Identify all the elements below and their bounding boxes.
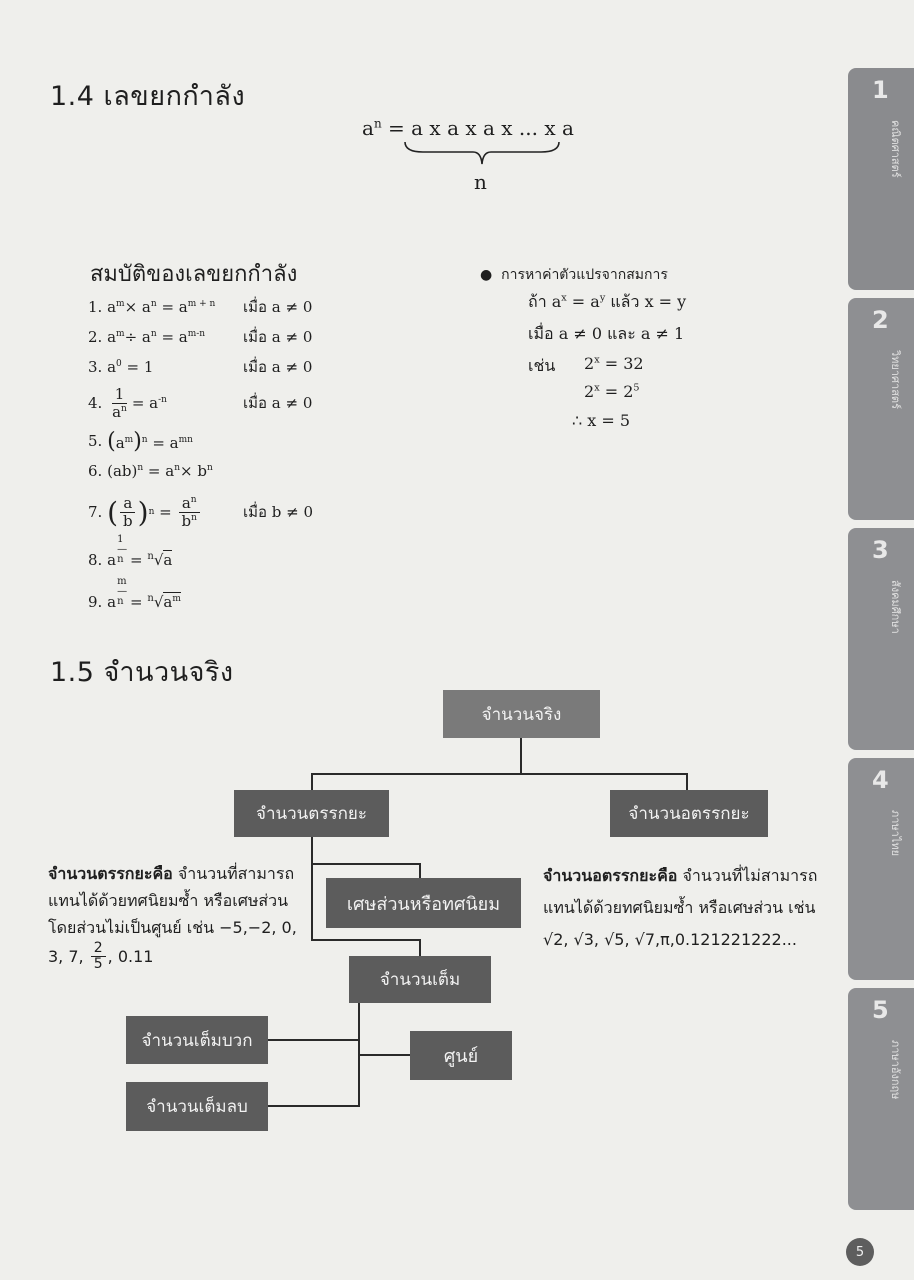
- property-num: 7.: [88, 503, 103, 521]
- example-label: เช่น: [528, 356, 556, 375]
- irrational-description: [543, 860, 839, 956]
- node-real-numbers: จำนวนจริง: [443, 690, 600, 738]
- property-2: 2. $a^m\div a^n = a^{m-n}$ เมื่อ a ≠ 0: [88, 322, 348, 352]
- tab-number: 4: [872, 766, 889, 794]
- property-condition: เมื่อ b ≠ 0: [243, 503, 314, 521]
- page-number: 5: [846, 1238, 874, 1266]
- property-num: 9.: [88, 593, 103, 611]
- property-condition: เมื่อ a ≠ 0: [243, 394, 313, 412]
- rational-term: จำนวนตรรกยะคือ: [48, 864, 173, 883]
- section-title-exponents: 1.4 เลขยกกำลัง: [50, 81, 246, 112]
- rational-line-4a: 3, 7,: [48, 947, 84, 967]
- bullet-icon: ●: [480, 267, 493, 283]
- ex1-rhs: = 32: [604, 354, 644, 373]
- example-line-3: ∴ x = 5: [572, 411, 631, 430]
- cond-a-ne-0: a ≠ 0: [558, 324, 603, 343]
- def-under-n: n: [474, 170, 487, 194]
- property-num: 6.: [88, 462, 103, 480]
- side-tab-4[interactable]: [848, 758, 914, 980]
- solving-condition: [528, 322, 684, 347]
- curly-brace-icon: [403, 140, 561, 168]
- property-3: 3. $a^0 = 1$ เมื่อ a ≠ 0: [88, 352, 348, 382]
- property-condition: เมื่อ a ≠ 0: [243, 298, 313, 316]
- then-word: แล้ว: [610, 292, 640, 311]
- connector-line: [520, 738, 522, 774]
- property-1: 1. $a^m\times a^n = a^{m + n}$ เมื่อ a ≠ 0: [88, 292, 348, 322]
- node-integer: จำนวนเต็ม: [349, 956, 491, 1003]
- property-num: 2.: [88, 328, 103, 346]
- then-eq: x = y: [644, 292, 687, 311]
- connector-line: [311, 773, 313, 791]
- connector-line: [419, 863, 421, 879]
- irrational-line-3: √2, √3, √5, √7,π,0.121221222...: [543, 930, 797, 949]
- if-word: ถ้า: [528, 292, 547, 311]
- property-6: 6. $(ab)^n = a^n\times b^n$: [88, 462, 213, 480]
- properties-heading: สมบัติของเลขยกกำลัง: [90, 262, 298, 287]
- def-rhs: = a x a x a x ... x a: [388, 116, 574, 140]
- node-negative-integer: จำนวนเต็มลบ: [126, 1082, 268, 1131]
- tab-number: 5: [872, 996, 889, 1024]
- section-title-real-numbers: 1.5 จำนวนจริง: [50, 657, 234, 688]
- rational-line-1: จำนวนที่สามารถ: [177, 864, 295, 883]
- and-word: และ: [607, 324, 636, 343]
- connector-line: [311, 837, 313, 941]
- tab-label: วิทยาศาสตร์: [889, 350, 902, 409]
- tab-number: 3: [872, 536, 889, 564]
- tab-label: ภาษาอังกฤษ: [889, 1040, 902, 1100]
- node-positive-integer: จำนวนเต็มบวก: [126, 1016, 268, 1064]
- frac-den: 5: [93, 956, 103, 973]
- example-line-2: $2^x = 2^5$: [584, 382, 640, 401]
- rational-line-4b: , 0.11: [107, 947, 154, 967]
- tab-number: 2: [872, 306, 889, 334]
- tab-label: ภาษาไทย: [889, 810, 902, 857]
- example-line-1: 2$^x$ = 32: [584, 354, 644, 373]
- property-num: 4.: [88, 394, 103, 412]
- node-rational: จำนวนตรรกยะ: [234, 790, 389, 837]
- connector-line: [311, 773, 688, 775]
- connector-line: [311, 939, 421, 941]
- rational-description: [48, 860, 308, 973]
- def-base: a: [362, 116, 374, 140]
- property-5: 5. $(a^m)^n = a^{mn}$: [88, 428, 193, 454]
- irrational-line-1: จำนวนที่ไม่สามารถ: [682, 866, 818, 885]
- property-num: 8.: [88, 551, 103, 569]
- node-irrational: จำนวนอตรรกยะ: [610, 790, 768, 837]
- property-4: 4. $\frac{1}{a^n}$ = $a^{-n}$ เมื่อ a ≠ 0: [88, 385, 313, 421]
- property-condition: เมื่อ a ≠ 0: [243, 328, 313, 346]
- frac-num: 2: [91, 941, 106, 957]
- side-tab-3[interactable]: [848, 528, 914, 750]
- irrational-line-2: แทนได้ด้วยทศนิยมซ้ำ หรือเศษส่วน เช่น: [543, 898, 816, 917]
- tab-label: คณิตศาสตร์: [889, 120, 902, 178]
- tab-number: 1: [872, 76, 889, 104]
- solving-rule: ถ้า $a^x = a^y$ แล้ว x = y: [528, 292, 687, 311]
- rational-line-3: โดยส่วนไม่เป็นศูนย์ เช่น −5,−2, 0,: [48, 918, 297, 937]
- tab-label: สังคมศึกษา: [889, 580, 902, 634]
- side-tab-5[interactable]: [848, 988, 914, 1210]
- fraction-two-fifths: [91, 941, 106, 973]
- when-word: เมื่อ: [528, 324, 554, 343]
- side-tab-2[interactable]: [848, 298, 914, 520]
- property-condition: เมื่อ a ≠ 0: [243, 358, 313, 376]
- property-9: 9. a m — n = $^n√a^m$: [88, 576, 181, 611]
- solving-bullet: [480, 264, 668, 286]
- cond-a-ne-1: a ≠ 1: [640, 324, 685, 343]
- solving-heading: การหาค่าตัวแปรจากสมการ: [501, 267, 668, 283]
- connector-line: [686, 773, 688, 791]
- node-zero: ศูนย์: [410, 1031, 512, 1080]
- property-8: 8. a 1 — n = $^n$√a: [88, 534, 173, 569]
- irrational-term: จำนวนอตรรกยะคือ: [543, 866, 678, 885]
- connector-line: [268, 1039, 360, 1041]
- rational-line-4: [48, 941, 308, 973]
- connector-line: [419, 939, 421, 957]
- connector-line: [311, 863, 421, 865]
- side-tab-1[interactable]: [848, 68, 914, 290]
- property-num: 5.: [88, 432, 103, 450]
- exponent-definition: [362, 116, 574, 140]
- property-7: 7. ( $\frac{a}{b}$ ) n = $\frac{a^n}{b^n}$ เมื่อ b ≠ 0: [88, 494, 314, 530]
- property-num: 1.: [88, 298, 103, 316]
- node-fraction-decimal: เศษส่วนหรือทศนิยม: [326, 878, 521, 928]
- connector-line: [358, 1054, 412, 1056]
- rational-line-2: แทนได้ด้วยทศนิยมซ้ำ หรือเศษส่วน: [48, 891, 289, 910]
- def-exp: n: [373, 116, 382, 131]
- connector-line: [268, 1105, 360, 1107]
- property-num: 3.: [88, 358, 103, 376]
